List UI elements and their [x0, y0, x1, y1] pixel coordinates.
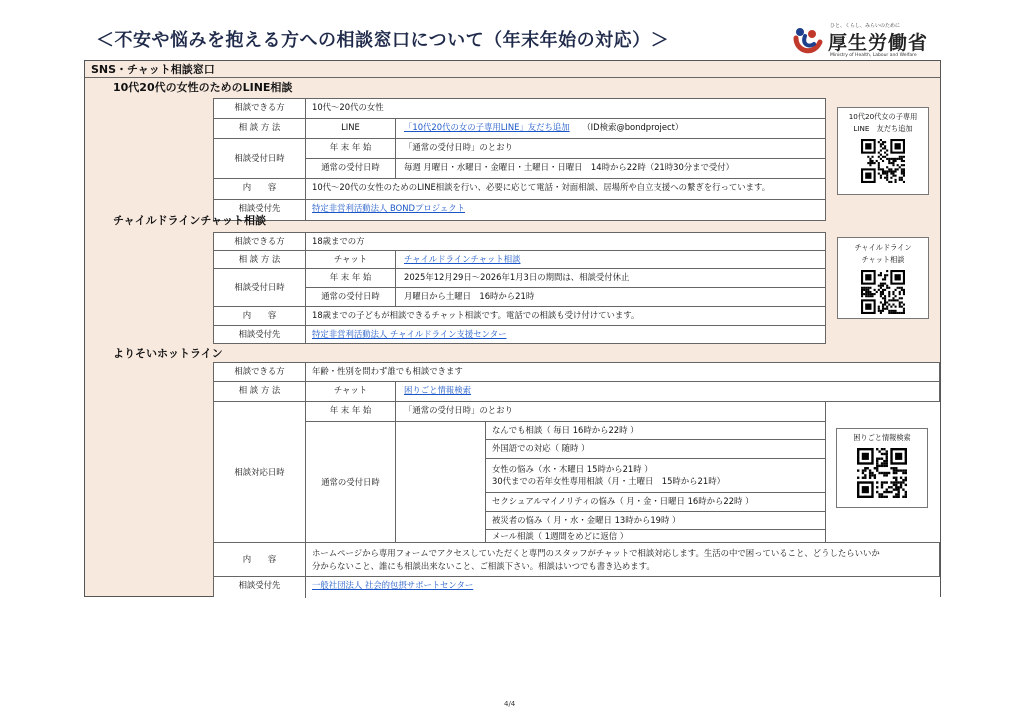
- qr-code-icon[interactable]: [861, 270, 905, 314]
- qr-code-icon[interactable]: [861, 139, 905, 183]
- normal-label: 通常の受付日時: [306, 159, 396, 178]
- method-label: 相 談 方 法: [214, 251, 306, 268]
- childline-org-link[interactable]: 特定非営利活動法人 チャイルドライン支援センター: [312, 329, 507, 339]
- bond-project-link[interactable]: 特定非営利活動法人 BONDプロジェクト: [312, 203, 466, 213]
- method-type: チャット: [306, 382, 396, 401]
- child-title: チャイルドラインチャット相談: [113, 214, 267, 227]
- line-friend-link[interactable]: 「10代20代の女の子専用LINE」友だち追加: [404, 122, 570, 132]
- ny-value: 「通常の受付日時」のとおり: [396, 139, 826, 159]
- hours-label: 相談対応日時: [214, 402, 306, 542]
- content-label: 内 容: [214, 543, 306, 576]
- mhlw-logo: [790, 20, 930, 64]
- line-table: [213, 98, 826, 221]
- method-label: 相 談 方 法: [214, 119, 306, 138]
- content-value: 10代～20代の女性のためのLINE相談を行い、必要に応じて電話・対面相談、居場所や自立支援への繋ぎを行っています。: [306, 179, 826, 199]
- org-label: 相談受付先: [214, 326, 306, 343]
- logo-tagline: ひと、くらし、みらいのために: [830, 23, 901, 29]
- qr-caption-1: 困りごと情報検索: [853, 433, 911, 442]
- logo-name: 厚生労働省: [828, 32, 929, 54]
- method-type: チャット: [306, 251, 396, 268]
- content-label: 内 容: [214, 307, 306, 325]
- child-table: [213, 232, 826, 344]
- list-item: [486, 459, 826, 493]
- table-row: [214, 233, 826, 251]
- org-cell: [306, 326, 826, 343]
- qr-caption-1: チャイルドライン: [854, 243, 912, 252]
- qr-caption-2: チャット相談: [861, 255, 905, 264]
- normal-label: 通常の受付日時: [306, 288, 396, 306]
- table-row: [214, 402, 940, 543]
- content-line: ホームページから専用フォームでアクセスしていただくと専門のスタッフがチャットで相談対応します。生活の中で困っていること、どうしたらいいか: [312, 548, 880, 558]
- table-row: [214, 543, 940, 577]
- table-row: [214, 251, 826, 269]
- childline-chat-link[interactable]: チャイルドラインチャット相談: [404, 254, 521, 264]
- yorisoi-qr-box: [836, 428, 928, 508]
- list-item: なんでも相談（ 毎日 16時から22時 ）: [486, 422, 826, 440]
- who-label: 相談できる方: [214, 363, 306, 381]
- mhlw-emblem-icon: [790, 26, 826, 58]
- ny-value: 「通常の受付日時」のとおり: [396, 402, 826, 422]
- ny-label: 年 末 年 始: [306, 139, 396, 159]
- table-row: [214, 363, 940, 382]
- ny-label: 年 末 年 始: [306, 402, 396, 422]
- method-label: 相 談 方 法: [214, 382, 306, 401]
- hours-label: 相談受付日時: [214, 139, 306, 178]
- content-value: 18歳までの子どもが相談できるチャット相談です。電話での相談も受け付けています。: [306, 307, 826, 325]
- list-item: メール相談（ 1週間をめどに返信 ）: [486, 530, 826, 542]
- page-number: 4/4: [504, 700, 516, 708]
- method-cell: [396, 119, 826, 138]
- org-cell: [306, 200, 826, 220]
- content-line: 分からないこと、誰にも相談出来ないこと、ご相談下さい。相談はいつでも書き込めます。: [312, 561, 655, 571]
- table-row: [214, 139, 826, 179]
- method-note: （ID検索@bondproject）: [582, 122, 684, 132]
- normal-label: 通常の受付日時: [306, 422, 396, 542]
- logo-english: Ministry of Health, Labour and Welfare: [830, 53, 917, 58]
- list-item: セクシュアルマイノリティの悩み（ 月・金・日曜日 16時から22時 ）: [486, 493, 826, 512]
- table-row: [214, 577, 940, 598]
- support-center-link[interactable]: 一般社団法人 社会的包摂サポートセンター: [312, 580, 474, 590]
- service-list: [486, 422, 826, 542]
- page-title: ＜不安や悩みを抱える方への相談窓口について（年末年始の対応）＞: [96, 30, 670, 51]
- ny-value: 2025年12月29日～2026年1月3日の期間は、相談受付休止: [396, 269, 826, 288]
- ny-label: 年 末 年 始: [306, 269, 396, 288]
- content-value: [306, 543, 940, 576]
- list-item-line: 女性の悩み（水・木曜日 15時から21時 ）: [492, 464, 653, 474]
- hours-label: 相談受付日時: [214, 269, 306, 306]
- table-row: [214, 179, 826, 200]
- normal-value: 毎週 月曜日・水曜日・金曜日・土曜日・日曜日 14時から22時（21時30分まで受付）: [396, 159, 826, 178]
- who-label: 相談できる方: [214, 99, 306, 118]
- org-label: 相談受付先: [214, 577, 306, 598]
- method-type: LINE: [306, 119, 396, 138]
- line-title: 10代20代の女性のためのLINE相談: [113, 81, 293, 94]
- list-item: 被災者の悩み（ 月・水・金曜日 13時から19時 ）: [486, 512, 826, 530]
- table-row: [214, 269, 826, 307]
- table-row: [214, 326, 826, 344]
- table-row: [214, 99, 826, 119]
- list-item: 外国語での対応（ 随時 ）: [486, 440, 826, 459]
- child-qr-box: [837, 237, 929, 319]
- yorisoi-table: [213, 362, 940, 597]
- list-item-line: 30代までの若年女性専用相談（月・土曜日 15時から21時）: [492, 476, 725, 486]
- who-value: 年齢・性別を問わず誰でも相談できます: [306, 363, 940, 381]
- yorisoi-title: よりそいホットライン: [113, 347, 223, 360]
- normal-value: 月曜日から土曜日 16時から21時: [396, 288, 826, 306]
- table-row: [214, 307, 826, 326]
- org-cell: [306, 577, 940, 598]
- who-value: 10代～20代の女性: [306, 99, 826, 118]
- qr-code-icon[interactable]: [857, 448, 907, 498]
- org-label: 相談受付先: [214, 200, 306, 220]
- komarigoto-link[interactable]: 困りごと情報検索: [404, 385, 471, 395]
- spacer-cell: [396, 422, 486, 542]
- table-row: [214, 119, 826, 139]
- who-value: 18歳までの方: [306, 233, 826, 250]
- who-label: 相談できる方: [214, 233, 306, 250]
- qr-caption-1: 10代20代女の子専用: [848, 112, 918, 121]
- line-qr-box: [837, 107, 929, 195]
- consultation-sheet: [84, 60, 941, 597]
- method-cell: [396, 251, 826, 268]
- section-title: SNS・チャット相談窓口: [85, 61, 940, 78]
- qr-caption-2: LINE 友だち追加: [853, 124, 913, 133]
- table-row: [214, 382, 940, 402]
- method-cell: [396, 382, 940, 401]
- table-row: [214, 200, 826, 221]
- content-label: 内 容: [214, 179, 306, 199]
